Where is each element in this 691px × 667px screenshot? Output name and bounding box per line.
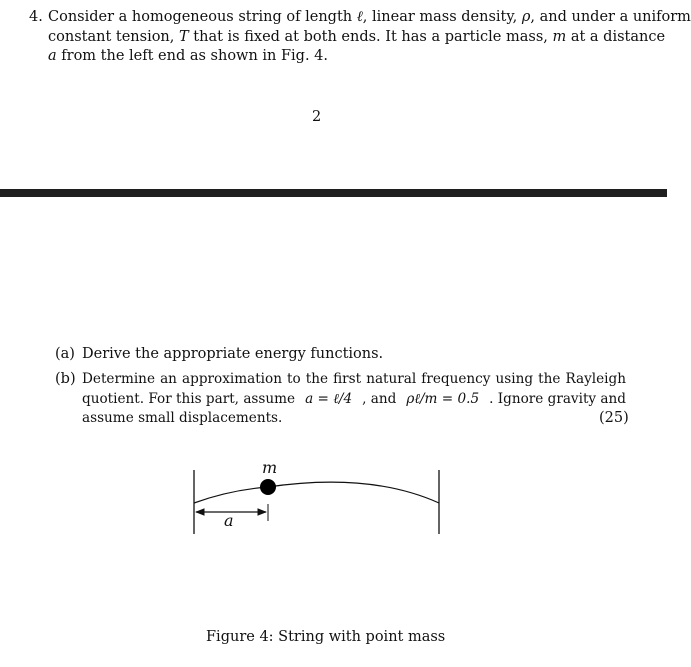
page-divider	[0, 189, 667, 197]
part-a-text: Derive the appropriate energy functions.	[82, 346, 384, 362]
point-mass	[260, 479, 276, 495]
equation-mass-ratio: ρℓ/m = 0.5	[406, 391, 480, 407]
problem-text: that is fixed at both ends. It has a particle mass,	[188, 29, 553, 45]
page-number: 2	[312, 109, 322, 125]
problem-statement-line-2	[48, 28, 665, 48]
distance-label: a	[224, 511, 234, 530]
part-b-text: , and	[362, 391, 397, 407]
figure-string-diagram	[0, 450, 667, 550]
part-b-line-1: Determine an approximation to the first natural frequency using the Rayleigh	[82, 371, 626, 387]
part-b-label: (b)	[55, 371, 76, 387]
equation-a-quarter-length: a = ℓ/4	[305, 391, 353, 407]
string-left-segment	[194, 487, 268, 503]
symbol-mass: m	[552, 29, 567, 45]
figure-caption: Figure 4: String with point mass	[206, 629, 446, 645]
problem-text: Consider a homogeneous string of length	[48, 9, 357, 25]
symbol-length: ℓ	[356, 9, 363, 25]
part-a-label: (a)	[55, 346, 75, 362]
problem-text: , linear mass density,	[362, 9, 522, 25]
problem-text: , and under a uniform	[530, 9, 691, 25]
part-b-points: (25)	[599, 410, 629, 426]
problem-text: constant tension,	[48, 29, 179, 45]
string-right-segment	[268, 482, 439, 503]
problem-text: from the left end as shown in Fig. 4.	[56, 48, 329, 64]
problem-number: 4.	[29, 9, 43, 25]
part-b-line-2	[82, 390, 626, 410]
problem-text: at a distance	[566, 29, 666, 45]
symbol-tension: T	[179, 29, 189, 45]
problem-statement-line-1	[48, 8, 691, 28]
symbol-distance: a	[48, 48, 57, 64]
part-b-text: . Ignore gravity and	[489, 391, 626, 407]
problem-statement-line-3	[48, 47, 328, 67]
symbol-density: ρ	[521, 9, 531, 25]
part-b-line-3: assume small displacements.	[82, 410, 283, 426]
mass-label: m	[262, 458, 278, 477]
part-b-text: quotient. For this part, assume	[82, 391, 296, 407]
